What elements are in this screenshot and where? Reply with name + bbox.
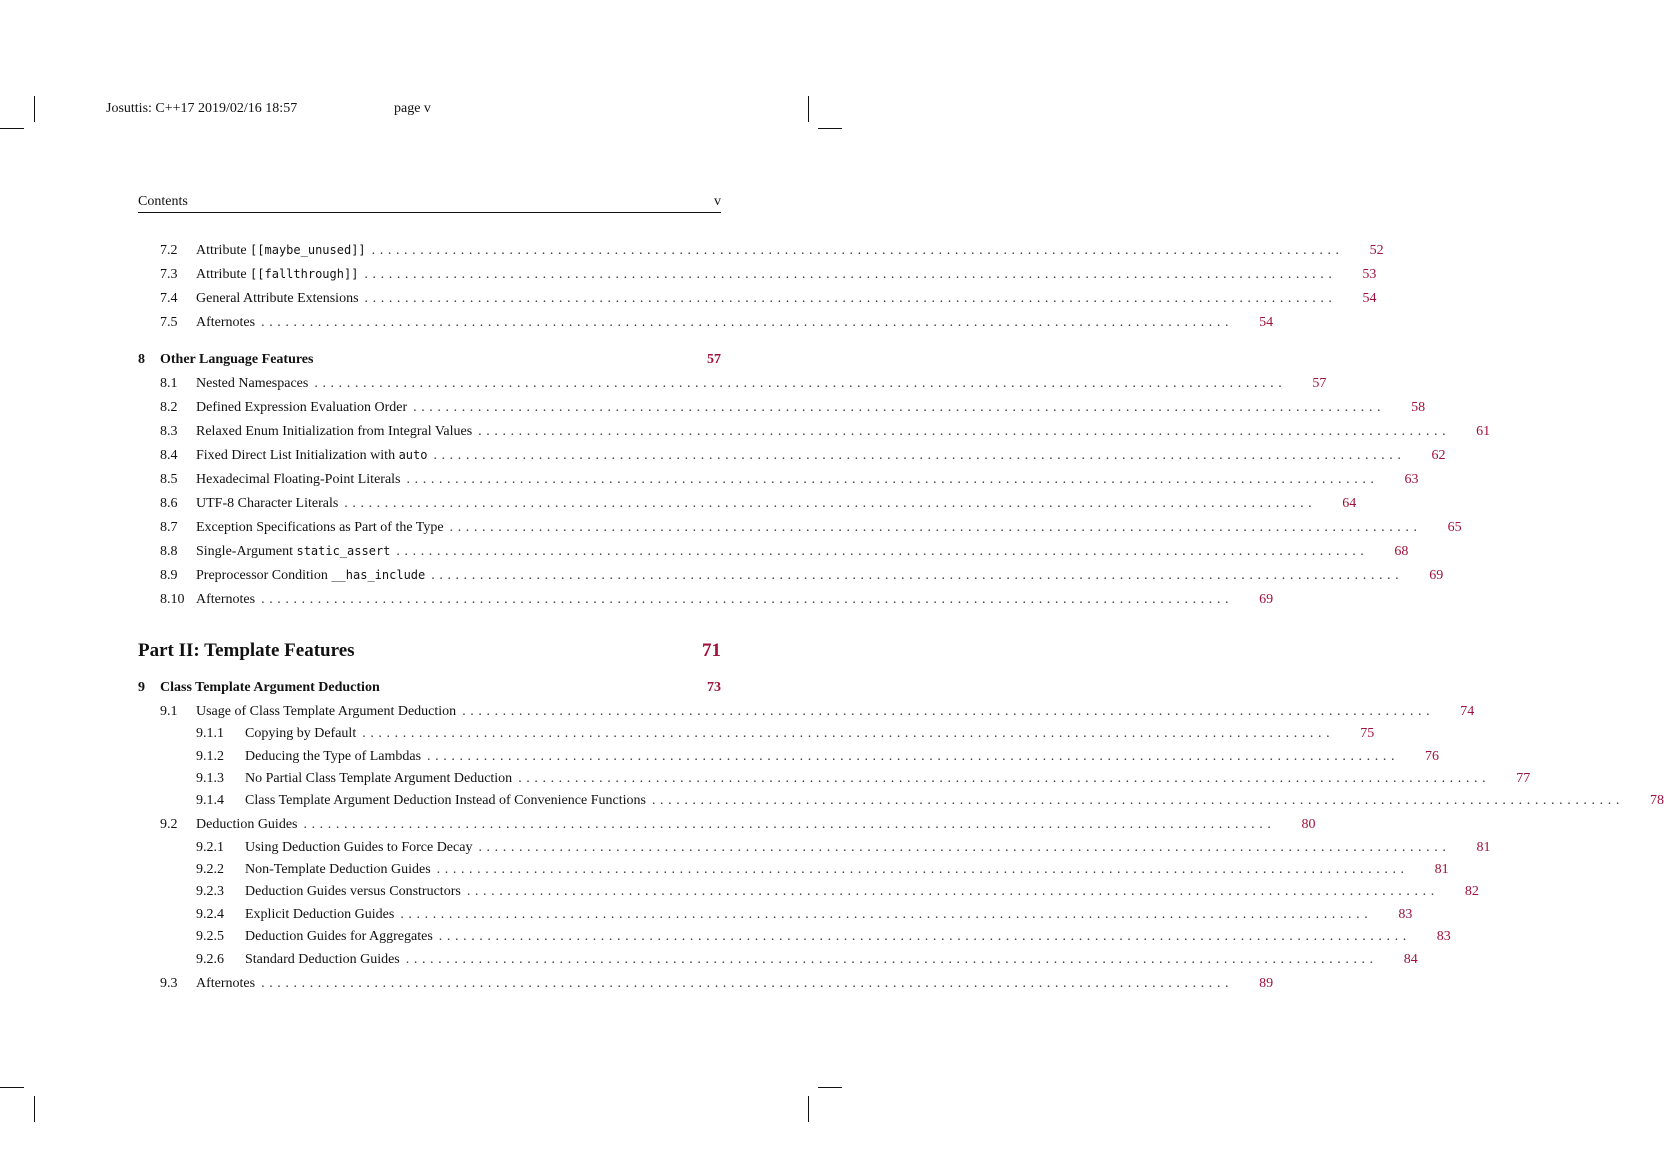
toc-entry-number: 9.2 — [160, 817, 178, 832]
toc-entry-number: 8.8 — [160, 544, 178, 559]
toc-entry[interactable] — [138, 749, 1440, 765]
toc-page-link[interactable]: 80 — [1301, 817, 1316, 832]
toc-entry-title: UTF-8 Character Literals — [196, 496, 339, 511]
toc-leader-dots: ........................................................................................................................ — [431, 568, 1404, 583]
toc-leader-dots: ........................................................................................................................ — [362, 726, 1335, 741]
crop-mark — [808, 1096, 809, 1122]
toc-leader-dots: ........................................................................................................................ — [427, 749, 1400, 764]
toc-entry-title: Hexadecimal Floating-Point Literals — [196, 472, 401, 487]
toc-page-link[interactable]: 63 — [1404, 472, 1419, 487]
toc-entry[interactable] — [138, 568, 1444, 584]
toc-leader-dots: ........................................................................................................................ — [449, 520, 1422, 535]
toc-leader-dots: ........................................................................................................................ — [651, 793, 1624, 808]
toc-page-link[interactable]: 61 — [1476, 424, 1491, 439]
toc-entry-number: 9.1.3 — [196, 771, 224, 786]
toc-page-link[interactable]: 75 — [1360, 726, 1375, 741]
toc-leader-dots: ........................................................................................................................ — [413, 400, 1386, 415]
toc-page-link[interactable]: 77 — [1516, 771, 1531, 786]
toc-entry-title: Afternotes — [196, 592, 256, 607]
toc-leader-dots: ........................................................................................................................ — [518, 771, 1491, 786]
toc-leader-dots: ........................................................................................................................ — [433, 448, 1406, 463]
toc-leader-dots: ........................................................................................................................ — [406, 472, 1379, 487]
toc-entry-number: 7.2 — [160, 243, 178, 258]
toc-entry-number: 7.3 — [160, 267, 178, 282]
toc-entry-number: 8 — [138, 352, 145, 367]
toc-entry-title: Class Template Argument Deduction Instead of Convenience Functions — [245, 793, 646, 808]
toc-entry-number: 9.3 — [160, 976, 178, 991]
toc-page-link[interactable]: 78 — [1649, 793, 1664, 808]
toc-entry-number: 9.2.3 — [196, 884, 224, 899]
toc-entry[interactable] — [138, 817, 1316, 833]
toc-entry-number: 8.5 — [160, 472, 178, 487]
toc-entry-title: Non-Template Deduction Guides — [245, 862, 431, 877]
toc-entry-number: 8.3 — [160, 424, 178, 439]
toc-page-link[interactable]: 89 — [1259, 976, 1274, 991]
toc-entry-number: 8.7 — [160, 520, 178, 535]
toc-entry-number: 7.5 — [160, 315, 178, 330]
toc-entry-title: Preprocessor Condition __has_include — [196, 568, 426, 583]
running-head-page: v — [714, 194, 721, 209]
toc-entry-number: 9.2.6 — [196, 952, 224, 967]
toc-entry-title: No Partial Class Template Argument Deduction — [245, 771, 513, 786]
toc-entry-number: 9.2.1 — [196, 840, 224, 855]
toc-leader-dots: ........................................................................................................................ — [438, 929, 1411, 944]
toc-entry[interactable] — [138, 793, 1664, 809]
toc-entry-title: Deduction Guides versus Constructors — [245, 884, 461, 899]
toc-entry[interactable] — [138, 267, 1377, 283]
toc-page-link[interactable]: 68 — [1394, 544, 1409, 559]
toc-entry-number: 9.2.5 — [196, 929, 224, 944]
toc-entry[interactable] — [138, 771, 1531, 787]
toc-entry-title: Class Template Argument Deduction — [160, 680, 380, 695]
toc-entry[interactable] — [138, 243, 1384, 259]
crop-mark — [818, 128, 842, 129]
toc-entry[interactable] — [138, 726, 1375, 742]
toc-leader-dots: ........................................................................................................................ — [466, 884, 1439, 899]
toc-page-link[interactable]: 69 — [1259, 592, 1274, 607]
toc-page-link[interactable]: 54 — [1362, 291, 1377, 306]
toc-leader-dots: ........................................................................................................................ — [261, 976, 1234, 991]
toc-entry-title: Deduction Guides for Aggregates — [245, 929, 433, 944]
toc-page-link[interactable]: 54 — [1259, 315, 1274, 330]
toc-leader-dots: ........................................................................................................................ — [478, 840, 1451, 855]
toc-entry[interactable] — [138, 291, 1377, 307]
toc-entry-number: 8.10 — [160, 592, 185, 607]
toc-entry-title: Attribute [[fallthrough]] — [196, 267, 359, 282]
toc-entry-title: General Attribute Extensions — [196, 291, 359, 306]
toc-page-link[interactable]: 69 — [1429, 568, 1444, 583]
toc-entry-number: 9.1 — [160, 704, 178, 719]
toc-leader-dots: ........................................................................................................................ — [364, 291, 1337, 306]
toc-entry[interactable] — [138, 315, 1274, 331]
toc-entry-number: 8.1 — [160, 376, 178, 391]
crop-mark — [818, 1087, 842, 1088]
toc-entry-number: 9 — [138, 680, 145, 695]
toc-leader-dots: ........................................................................................................................ — [314, 376, 1287, 391]
toc-page-link[interactable]: 65 — [1447, 520, 1462, 535]
toc-page-link[interactable]: 81 — [1476, 840, 1491, 855]
crop-mark — [0, 1087, 24, 1088]
toc-leader-dots: ........................................................................................................................ — [396, 544, 1369, 559]
toc-page-link[interactable]: 83 — [1398, 907, 1413, 922]
toc-entry-title: Single-Argument static_assert — [196, 544, 391, 559]
toc-entry[interactable] — [138, 400, 1426, 416]
toc-entry[interactable] — [138, 424, 1491, 440]
header-rule — [138, 212, 721, 213]
toc-page-link[interactable]: 57 — [707, 352, 721, 367]
toc-entry[interactable] — [138, 862, 1449, 878]
toc-leader-dots: ........................................................................................................................ — [364, 267, 1337, 282]
toc-entry-title: Explicit Deduction Guides — [245, 907, 395, 922]
toc-entry-title: Usage of Class Template Argument Deduction — [196, 704, 457, 719]
toc-entry-number: 9.1.4 — [196, 793, 224, 808]
toc-entry-number: 8.6 — [160, 496, 178, 511]
toc-entry[interactable] — [138, 976, 1274, 992]
toc-entry-title: Standard Deduction Guides — [245, 952, 400, 967]
toc-entry-title: Copying by Default — [245, 726, 357, 741]
toc-entry-number: 9.1.1 — [196, 726, 224, 741]
toc-entry-title: Part II: Template Features — [138, 640, 355, 661]
toc-entry-title: Relaxed Enum Initialization from Integral Values — [196, 424, 473, 439]
toc-entry[interactable] — [138, 592, 1274, 608]
toc-page-link[interactable]: 71 — [702, 640, 721, 661]
toc-entry[interactable] — [138, 907, 1413, 923]
toc-leader-dots: ........................................................................................................................ — [261, 315, 1234, 330]
toc-leader-dots: ........................................................................................................................ — [436, 862, 1409, 877]
toc-page-link[interactable]: 53 — [1362, 267, 1377, 282]
crop-mark — [34, 1096, 35, 1122]
toc-entry-title: Nested Namespaces — [196, 376, 309, 391]
toc-entry-number: 9.1.2 — [196, 749, 224, 764]
toc-entry-number: 8.2 — [160, 400, 178, 415]
toc-page-link[interactable]: 83 — [1436, 929, 1451, 944]
toc-entry[interactable] — [138, 952, 1418, 968]
toc-entry-title: Afternotes — [196, 976, 256, 991]
toc-leader-dots: ........................................................................................................................ — [405, 952, 1378, 967]
toc-page-link[interactable]: 58 — [1411, 400, 1426, 415]
toc-page-link[interactable]: 64 — [1342, 496, 1357, 511]
toc-page-link[interactable]: 84 — [1403, 952, 1418, 967]
toc-page-link[interactable]: 81 — [1434, 862, 1449, 877]
toc-part-entry[interactable] — [138, 640, 721, 662]
toc-entry-title: Using Deduction Guides to Force Decay — [245, 840, 473, 855]
toc-leader-dots: ........................................................................................................................ — [478, 424, 1451, 439]
toc-entry-title: Exception Specifications as Part of the Type — [196, 520, 444, 535]
proof-header-left: Josuttis: C++17 2019/02/16 18:57 — [106, 101, 298, 116]
toc-leader-dots: ........................................................................................................................ — [400, 907, 1373, 922]
toc-entry[interactable] — [138, 544, 1409, 560]
toc-entry[interactable] — [138, 929, 1451, 945]
toc-page-link[interactable]: 62 — [1431, 448, 1446, 463]
toc-page-link[interactable]: 57 — [1312, 376, 1327, 391]
toc-entry[interactable] — [138, 376, 1327, 392]
running-head — [138, 194, 721, 210]
toc-entry-title: Fixed Direct List Initialization with auto — [196, 448, 428, 463]
toc-entry-number: 7.4 — [160, 291, 178, 306]
toc-entry-title: Deduction Guides — [196, 817, 298, 832]
crop-mark — [0, 128, 24, 129]
toc-entry[interactable] — [138, 448, 1446, 464]
toc-leader-dots: ........................................................................................................................ — [462, 704, 1435, 719]
toc-entry-title: Attribute [[maybe_unused]] — [196, 243, 366, 258]
toc-entry-title: Deducing the Type of Lambdas — [245, 749, 422, 764]
toc-leader-dots: ........................................................................................................................ — [344, 496, 1317, 511]
toc-entry-number: 8.9 — [160, 568, 178, 583]
toc-leader-dots: ........................................................................................................................ — [371, 243, 1344, 258]
crop-mark — [808, 96, 809, 122]
toc-entry[interactable] — [138, 496, 1357, 512]
toc-entry-title: Defined Expression Evaluation Order — [196, 400, 408, 415]
toc-entry-title: Other Language Features — [160, 352, 314, 367]
toc-entry-number: 9.2.4 — [196, 907, 224, 922]
toc-page-link[interactable]: 73 — [707, 680, 721, 695]
toc-entry[interactable] — [138, 704, 1475, 720]
toc-entry[interactable] — [138, 840, 1491, 856]
toc-leader-dots: ........................................................................................................................ — [303, 817, 1276, 832]
crop-mark — [34, 96, 35, 122]
toc-leader-dots: ........................................................................................................................ — [261, 592, 1234, 607]
toc-page-link[interactable]: 82 — [1464, 884, 1479, 899]
toc-entry[interactable] — [138, 884, 1479, 900]
toc-page-link[interactable]: 74 — [1460, 704, 1475, 719]
toc-entry-number: 9.2.2 — [196, 862, 224, 877]
toc-page-link[interactable]: 76 — [1425, 749, 1440, 764]
toc-entry[interactable] — [138, 520, 1462, 536]
toc-page-link[interactable]: 52 — [1369, 243, 1384, 258]
toc-entry-title: Afternotes — [196, 315, 256, 330]
toc-entry-number: 8.4 — [160, 448, 178, 463]
toc-entry[interactable] — [138, 472, 1419, 488]
toc-chapter-entry[interactable] — [138, 680, 721, 696]
proof-header-right: page v — [394, 101, 431, 116]
toc-chapter-entry[interactable] — [138, 352, 721, 368]
running-head-title: Contents — [138, 194, 188, 209]
